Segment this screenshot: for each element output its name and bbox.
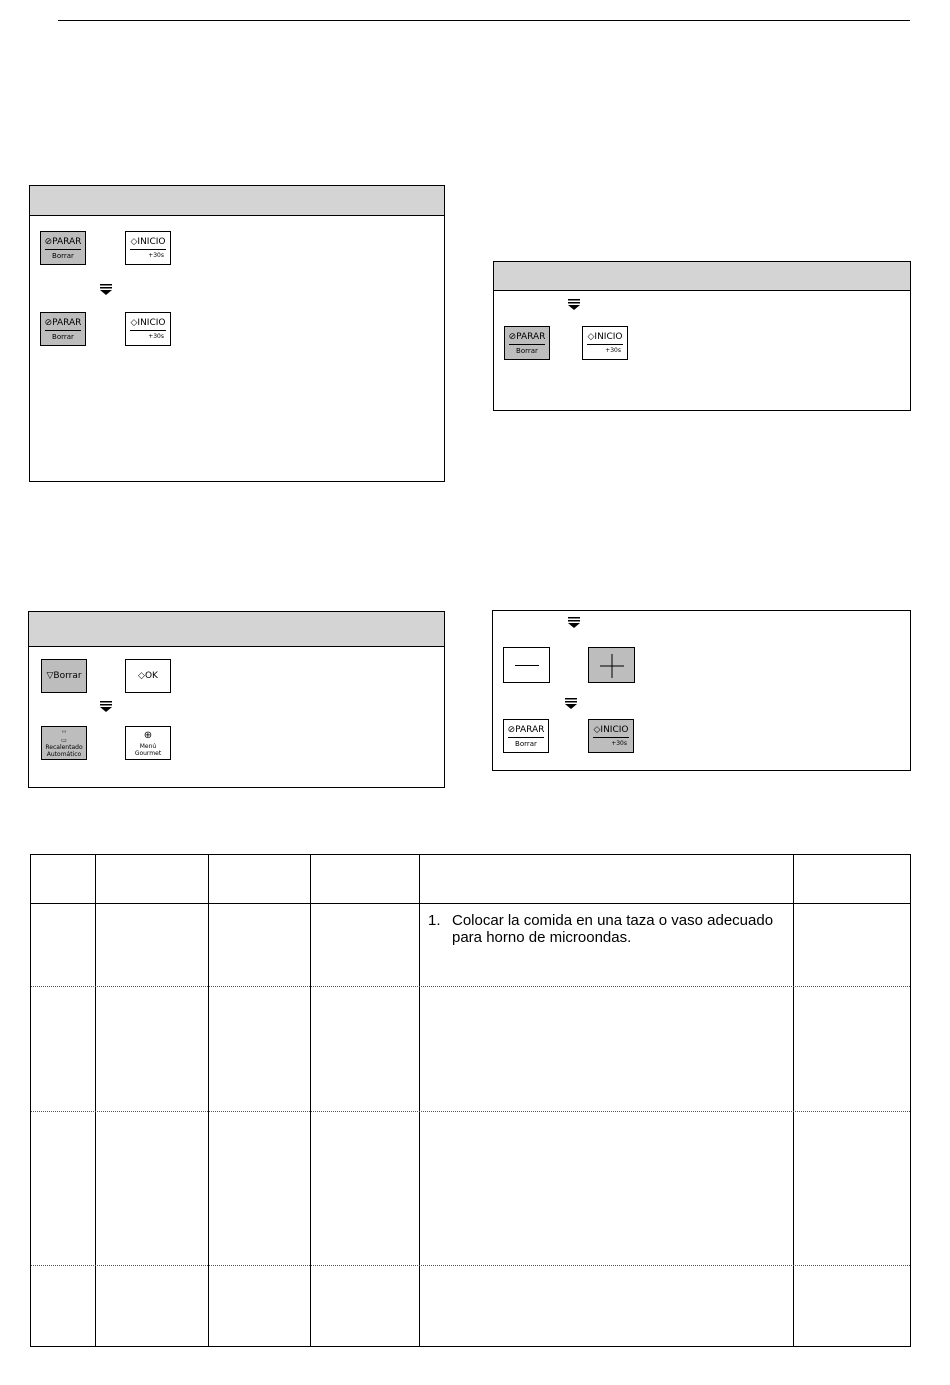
stop-button[interactable]	[40, 312, 86, 346]
table-column-divider	[310, 855, 311, 1346]
auto-reheat-button[interactable]	[41, 726, 87, 760]
panel-clear-ok-menus	[28, 611, 445, 788]
minus-icon	[515, 664, 539, 667]
plate-icon: ▭	[61, 737, 67, 744]
panel-stop-start-single	[493, 261, 911, 411]
down-arrow-icon	[565, 698, 577, 709]
steam-icon: ꜝꜝꜝ	[61, 730, 67, 737]
table-column-divider	[95, 855, 96, 1346]
stop-sub-label: Borrar	[515, 740, 537, 748]
clear-icon: ▽	[46, 671, 54, 681]
gourmet-menu-line2: Gourmet	[134, 750, 162, 757]
stop-button[interactable]	[40, 231, 86, 265]
stop-label: PARAR	[52, 318, 82, 328]
gourmet-menu-line1: Menú	[139, 743, 157, 750]
step-number: 1.	[428, 912, 441, 929]
panel-header	[30, 186, 444, 216]
start-button[interactable]	[125, 312, 171, 346]
stop-sub-label: Borrar	[52, 333, 74, 341]
panel-header	[29, 612, 444, 647]
stop-sub-label: Borrar	[516, 347, 538, 355]
stop-icon: ⊘	[508, 332, 517, 342]
ok-label: OK	[144, 671, 158, 681]
ok-button[interactable]	[125, 659, 171, 693]
panel-adjust-start	[492, 610, 911, 771]
plus-button[interactable]	[588, 647, 635, 683]
plus-icon	[600, 654, 624, 678]
start-button[interactable]	[125, 231, 171, 265]
ok-icon: ◇	[138, 671, 145, 681]
down-arrow-icon	[100, 284, 112, 295]
clear-label: Borrar	[53, 671, 82, 681]
cooking-table	[30, 854, 911, 1347]
start-sub-label: +30s	[148, 333, 164, 340]
clear-button[interactable]	[41, 659, 87, 693]
table-row-divider	[31, 986, 910, 987]
gourmet-menu-button[interactable]	[125, 726, 171, 760]
table-column-divider	[208, 855, 209, 1346]
start-icon: ◇	[130, 318, 138, 328]
stop-label: PARAR	[515, 725, 545, 735]
table-row-divider	[31, 1265, 910, 1266]
start-icon: ◇	[130, 237, 138, 247]
down-arrow-icon	[568, 617, 580, 628]
stop-button[interactable]	[504, 326, 550, 360]
panel-header	[494, 262, 910, 291]
panel-stop-start	[29, 185, 445, 482]
stop-icon: ⊘	[44, 318, 53, 328]
start-button[interactable]	[582, 326, 628, 360]
table-header-divider	[31, 903, 910, 904]
down-arrow-icon	[568, 299, 580, 310]
table-row-1-instruction	[428, 912, 798, 946]
stop-label: PARAR	[516, 332, 546, 342]
start-sub-label: +30s	[148, 252, 164, 259]
down-arrow-icon	[100, 701, 112, 712]
start-label: INICIO	[600, 725, 629, 735]
start-label: INICIO	[594, 332, 623, 342]
top-rule	[58, 20, 910, 21]
start-label: INICIO	[137, 237, 166, 247]
auto-reheat-line2: Automático	[46, 751, 82, 758]
stop-sub-label: Borrar	[52, 252, 74, 260]
stop-icon: ⊘	[507, 725, 516, 735]
auto-reheat-line1: Recalentado	[45, 744, 83, 751]
start-label: INICIO	[137, 318, 166, 328]
start-button[interactable]	[588, 719, 634, 753]
start-sub-label: +30s	[605, 347, 621, 354]
start-sub-label: +30s	[611, 740, 627, 747]
table-column-divider	[419, 855, 420, 1346]
stop-icon: ⊘	[44, 237, 53, 247]
start-icon: ◇	[593, 725, 601, 735]
stop-button[interactable]	[503, 719, 549, 753]
table-row-divider	[31, 1111, 910, 1112]
start-icon: ◇	[587, 332, 595, 342]
step-text: Colocar la comida en una taza o vaso adecuado para horno de microondas.	[452, 912, 774, 946]
minus-button[interactable]	[503, 647, 550, 683]
globe-icon: ⊕	[143, 730, 153, 741]
stop-label: PARAR	[52, 237, 82, 247]
